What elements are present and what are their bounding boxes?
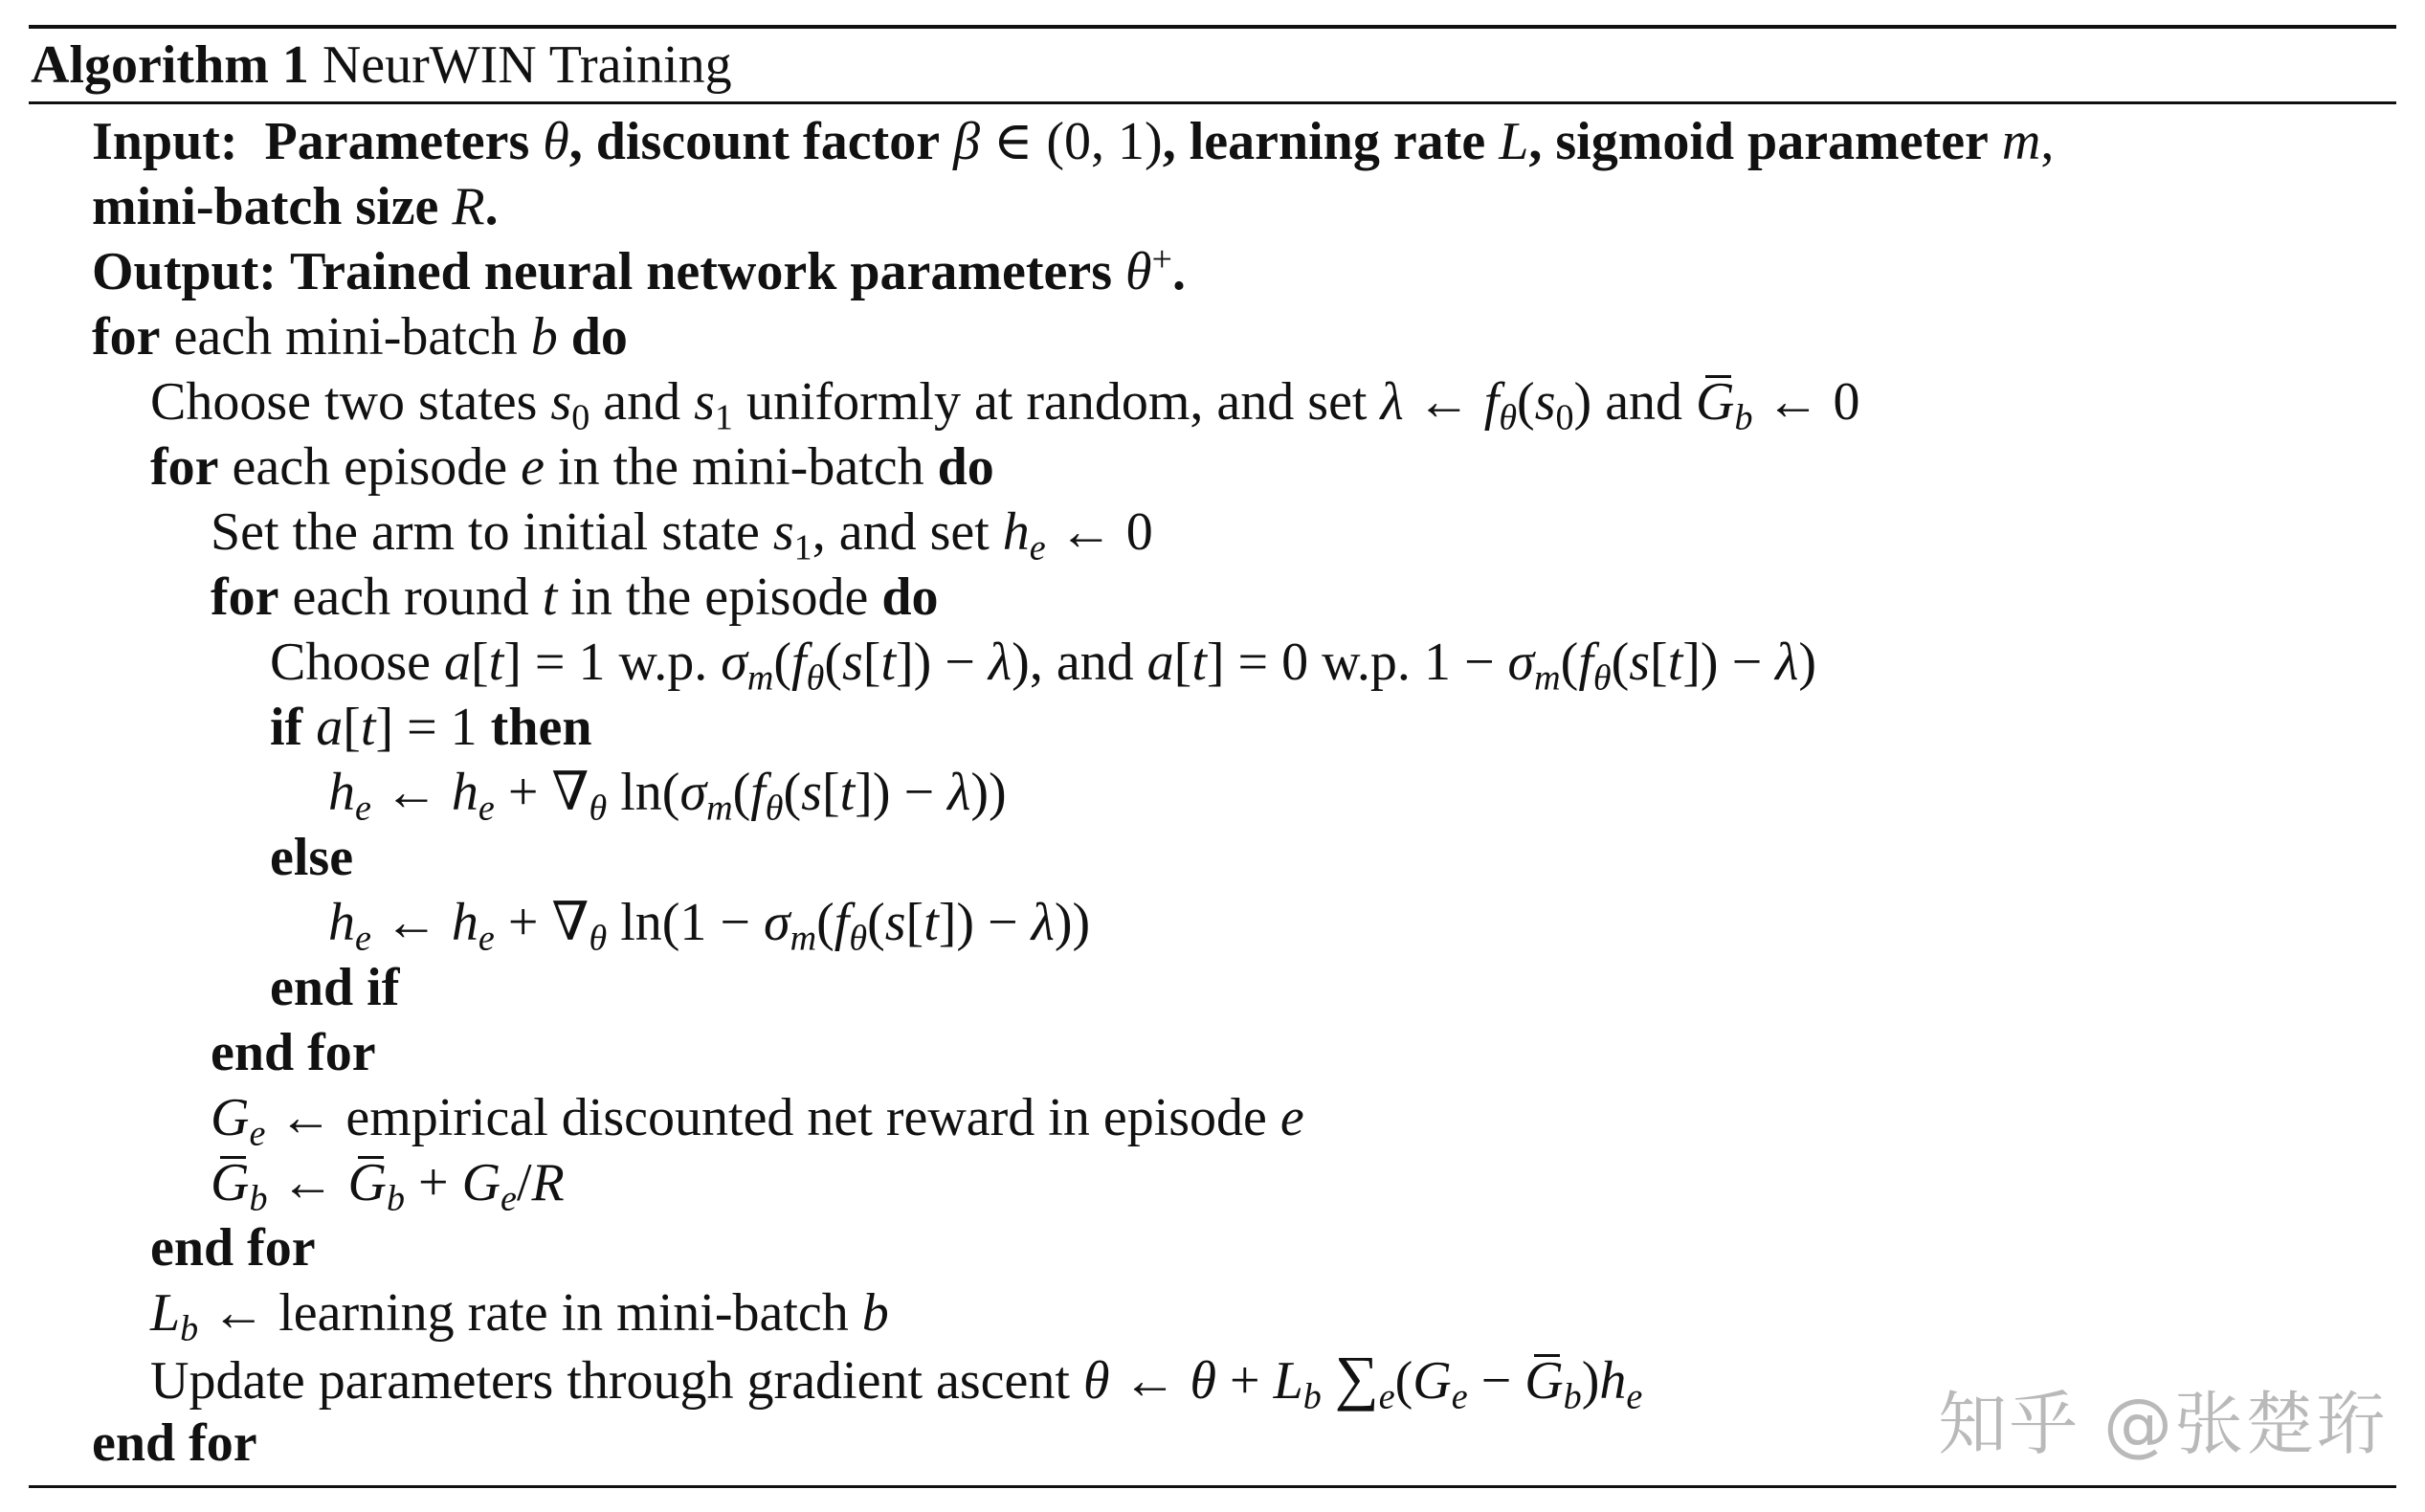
output-line: Output: Trained neural network parameters θ+.	[92, 238, 1186, 301]
top-rule	[29, 25, 2396, 29]
watermark: 知乎 @张楚珩	[1938, 1384, 2387, 1464]
update-he-if-line: $h_e$ ← $h_e + \nabla_\theta$ $\ln(\sigma_m(f_\theta(s[t]) - \lambda))$	[328, 763, 1007, 829]
gb-line: $G_b$ ← $G_b + G_e/R$	[211, 1153, 565, 1219]
update-he-else-line: $h_e$ ← $h_e + \nabla_\theta$ $\ln(1 - \sigma_m(f_\theta(s[t]) - \lambda))$	[328, 893, 1091, 959]
update-params-line: Update parameters through gradient ascent θ ← $\theta + L_b$ $\sum_e(G_e - G_b)h_e$	[150, 1344, 1643, 1417]
for-round-line: for each round t in the episode do	[211, 567, 939, 627]
end-for-batch-line: end for	[92, 1413, 257, 1473]
caption-rule	[29, 101, 2396, 104]
input-line-2: mini-batch size R.	[92, 177, 499, 236]
algorithm-title: NeurWIN Training	[322, 35, 732, 95]
input-line-1: Input: Parameters θ, discount factor β ∈ (0, 1), learning rate L, sigmoid parameter m,	[92, 112, 2055, 171]
end-if-line: end if	[270, 958, 400, 1017]
end-for-round-line: end for	[211, 1023, 376, 1082]
algorithm-caption	[31, 34, 732, 96]
algorithm-number: Algorithm 1	[31, 35, 309, 95]
end-for-episode-line: end for	[150, 1218, 316, 1278]
choose-states-line: Choose two states $s_0$ and $s_1$ uniformly at random, and set λ ← $f_\theta(s_0)$ and $G_b$ ← 0	[150, 372, 1860, 438]
if-line: if a[t] = 1 then	[270, 698, 592, 757]
else-line: else	[270, 828, 354, 887]
for-minibatch-line: for each mini-batch b do	[92, 307, 628, 367]
for-episode-line: for each episode e in the mini-batch do	[150, 437, 994, 497]
ge-line: $G_e$ ← empirical discounted net reward in episode e	[211, 1088, 1304, 1154]
set-arm-line: Set the arm to initial state $s_1$, and set $h_e$ ← 0	[211, 502, 1153, 568]
choose-action-line: Choose a[t] = 1 w.p. $\sigma_m(f_\theta(s[t]) - \lambda)$, and a[t] = 0 w.p. $1 - \sigma_m(f_\theta(s[t]) - \lambda)$	[270, 633, 1817, 699]
lb-line: $L_b$ ← learning rate in mini-batch b	[150, 1283, 889, 1349]
bottom-rule	[29, 1485, 2396, 1488]
